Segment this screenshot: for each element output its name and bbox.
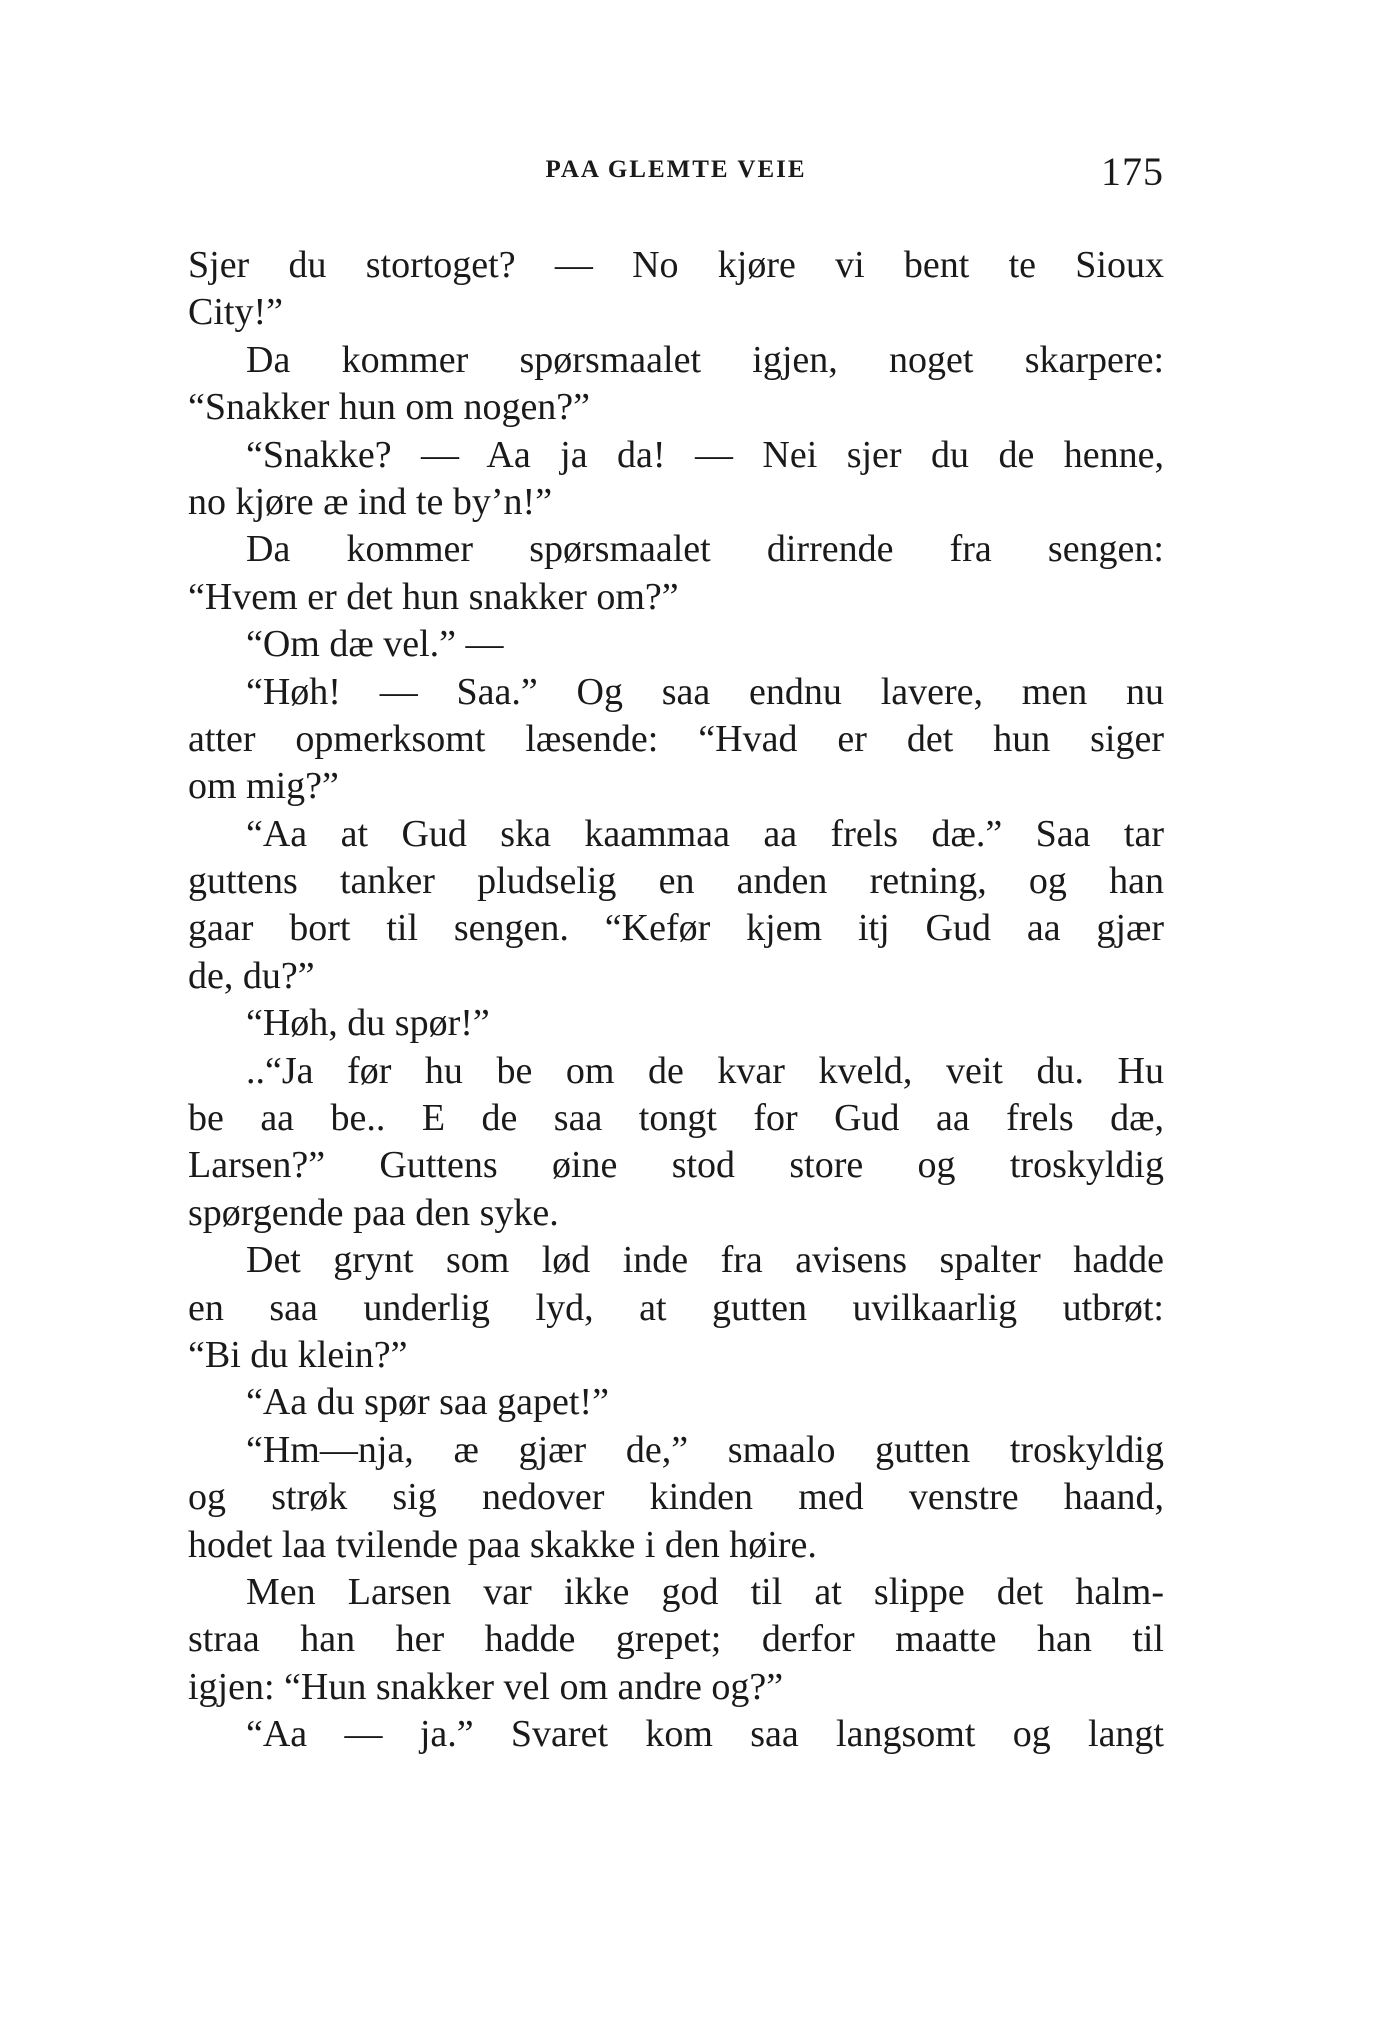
text-line: “Hvem er det hun snakker om?” (188, 575, 679, 618)
text-line: spørgende paa den syke. (188, 1191, 559, 1234)
text-line: igjen: “Hun snakker vel om andre og?” (188, 1665, 784, 1708)
text-line: “Aa at Gud ska kaammaa aa frels dæ.” Saa tar (246, 812, 1164, 855)
page-number: 175 (1101, 149, 1164, 194)
text-line: om mig?” (188, 765, 339, 808)
body-text (188, 242, 1164, 1759)
text-line: “Hm—nja, æ gjær de,” smaalo gutten troskyldig (246, 1428, 1164, 1471)
text-line: “Høh, du spør!” (246, 1002, 490, 1045)
text-line: “Bi du klein?” (188, 1333, 408, 1376)
text-line: ..“Ja før hu be om de kvar kveld, veit du. Hu (246, 1049, 1164, 1092)
text-line: de, du?” (188, 954, 315, 997)
text-line: atter opmerksomt læsende: “Hvad er det hun siger (188, 717, 1164, 760)
text-line: Larsen?” Guttens øine stod store og troskyldig (188, 1144, 1164, 1187)
text-line: City!” (188, 291, 283, 334)
text-line: “Høh! — Saa.” Og saa endnu lavere, men nu (246, 670, 1164, 713)
text-line: Da kommer spørsmaalet igjen, noget skarpere: (246, 338, 1164, 381)
text-line: en saa underlig lyd, at gutten uvilkaarlig utbrøt: (188, 1286, 1164, 1329)
text-line: og strøk sig nedover kinden med venstre haand, (188, 1476, 1164, 1519)
text-line: Sjer du stortoget? — No kjøre vi bent te Sioux (188, 244, 1164, 286)
text-line: Da kommer spørsmaalet dirrende fra sengen: (246, 528, 1164, 571)
text-line: “Snakke? — Aa ja da! — Nei sjer du de henne, (246, 433, 1164, 476)
text-line: “Aa du spør saa gapet!” (246, 1381, 609, 1424)
text-line: be aa be.. E de saa tongt for Gud aa frels dæ, (188, 1097, 1164, 1140)
text-line: straa han her hadde grepet; derfor maatte han til (188, 1618, 1164, 1661)
text-line: “Aa — ja.” Svaret kom saa langsomt og langt (246, 1713, 1164, 1756)
text-line: hodet laa tvilende paa skakke i den høire. (188, 1523, 817, 1566)
text-line: Men Larsen var ikke god til at slippe det halm- (246, 1570, 1164, 1613)
text-line: gaar bort til sengen. “Kefør kjem itj Gud aa gjær (188, 907, 1164, 950)
text-line: “Snakker hun om nogen?” (188, 386, 591, 429)
text-line: no kjøre æ ind te by’n!” (188, 480, 553, 523)
text-line: “Om dæ vel.” — (246, 623, 504, 666)
text-line: Det grynt som lød inde fra avisens spalter hadde (246, 1239, 1164, 1282)
running-head: PAA GLEMTE VEIE (545, 156, 807, 183)
text-line: guttens tanker pludselig en anden retning, og han (188, 860, 1164, 903)
page-header (188, 149, 1164, 206)
